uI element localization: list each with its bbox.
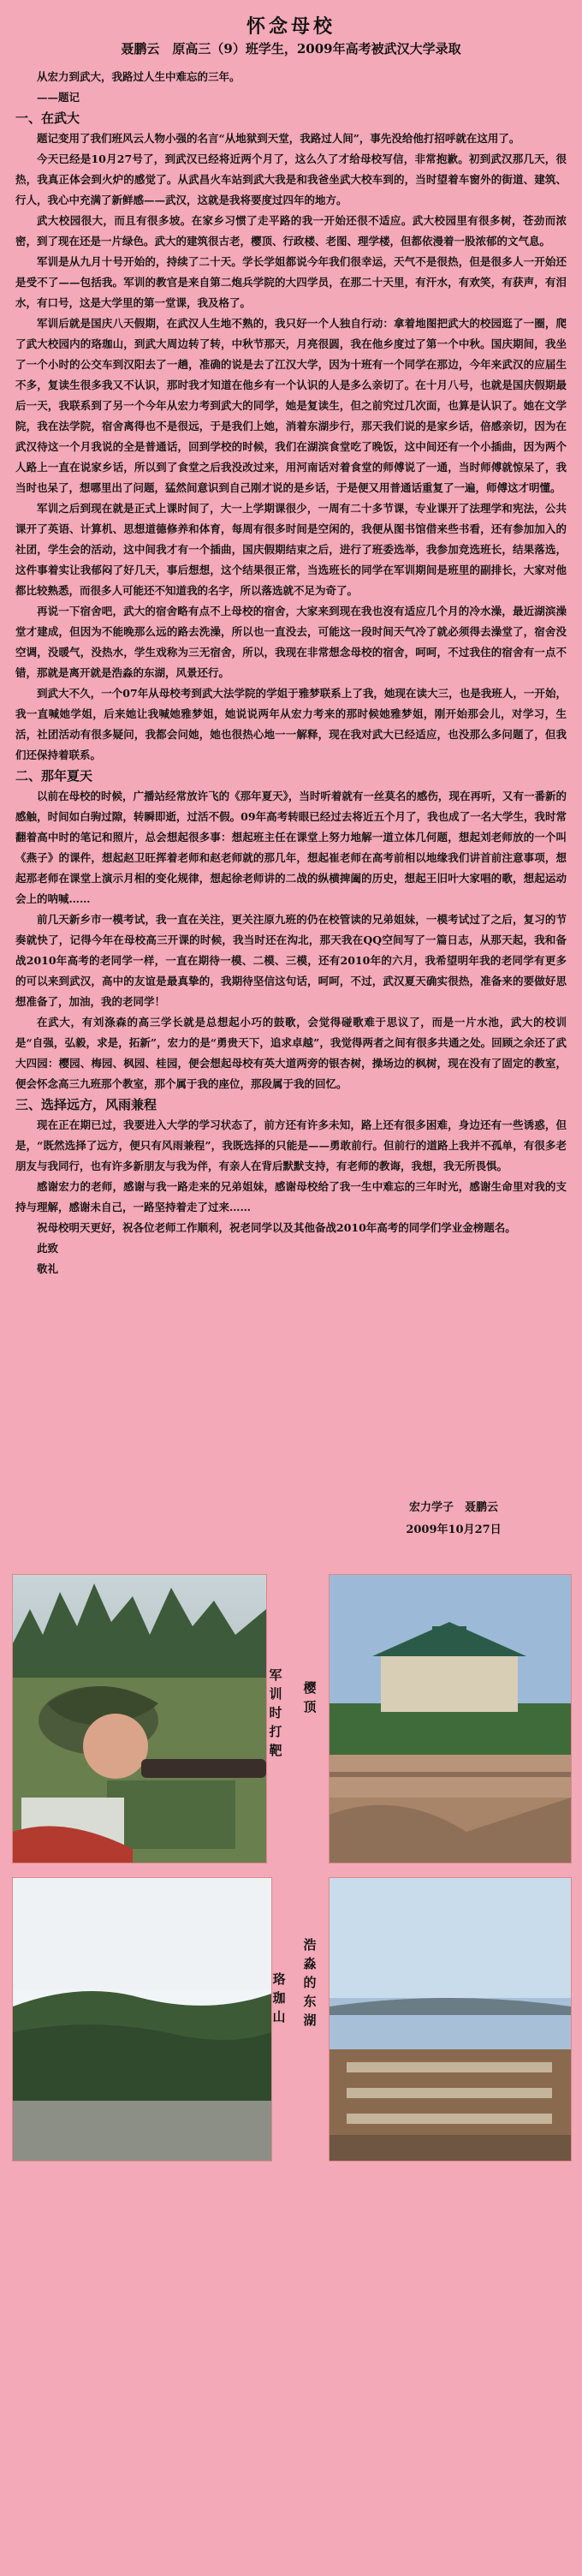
photo-luojia-mountain-image xyxy=(13,1878,271,2161)
photo-luojia-mountain xyxy=(12,1877,272,2162)
paragraph: 再说一下宿舍吧，武大的宿舍略有点不上母校的宿舍，大家来到现在我也沒有适应几个月的冷水澡，最近湖滨澡堂才建成，但因为不能晚那么远的路去洗澡，所以也一直没去，可能这一段时间天气冷了就必须得去澡堂了，宿舍没空调，没暖气，没热水，学生戏称为三无宿舍，所以，我现在非常想念母校的宿舍，呵呵，不过我住的宿舍有一点不错，那就是离开就是浩淼的东湖，风景还行。 xyxy=(15,605,567,679)
section-heading: 二、那年夏天 xyxy=(15,768,93,784)
paragraph: 军训是从九月十号开始的，持续了二十天。学长学姐都说今年我们很幸运，天气不是很热，但是很多人一开始还是受不了——包括我。军训的教官是来自第二炮兵学院的大四学员，在那二十天里，有汗水，有欢笑，有获声，有泪水，有口号，这是大学里的第一堂课，我及格了。 xyxy=(15,255,567,309)
section-heading: 三、选择远方，风雨兼程 xyxy=(15,1097,157,1112)
photo-cherry-summit-image xyxy=(330,1575,571,1863)
paragraph: 题记变用了我们班风云人物小强的名言“从地狱到天堂，我路过人间”，事先没给他打招呼就在这用了。 xyxy=(37,132,520,145)
paragraph: 以前在母校的时候，广播站经常放许飞的《那年夏天》，当时听着就有一丝莫名的感伤，现在再听，又有一番新的感触，时间如白驹过隙，转瞬即逝，过活不假。09年高考转眼已经过去将近五个月了，我也成了一名大学生，我时常翻着高中时的笔记和照片，总会想起很多事：想起班主任在课堂上努力地解一道立体几何题，想起刘老师放的一个叫《燕子》的课件，想起赵卫旺挥着老师和赵老师就的那几年，想起崔老师在高考前相以地缘我们讲首前注意事项，想起那老师在课堂上演示月相的变化规律，想起徐老师讲的二战的纵横捭阖的历史，想起王旧叶大家唱的歌，想起运动会上的呐喊…… xyxy=(15,790,567,905)
photo-military-training-image xyxy=(13,1575,266,1863)
photo-military-training xyxy=(12,1574,267,1863)
paragraph: 武大校园很大，而且有很多坡。在家乡习惯了走平路的我一开始还很不适应。武大校园里有很多树，苍劲而浓密，到了现在还是一片绿色。武大的建筑很古老，樱顶、行政楼、老图、理学楼，但都依漫着一股浓郁的文气息。 xyxy=(15,214,567,247)
paragraph: 军训之后到现在就是正式上课时间了，大一上学期课很少，一周有二十多节课，专业课开了法理学和宪法，公共课开了英语、计算机、思想道德修养和体育，每周有很多时间是空闲的，我便从图书馆借来些书看，还有参加加入的社团，学生会的活动，这中间我才有一个插曲，国庆假期结束之后，进行了班委选举，我参加竞选班长，结果落选，这件事着实让我郁闷了好几天，事后想想，这个结果很正常，当选班长的同学在军训期间是班里的副排长，大家对他都比较熟悉，而很多人可能还不知道我的名字，所以落选就不足为奇了。 xyxy=(15,502,567,597)
paragraph: 军训后就是国庆八天假期，在武汉人生地不熟的，我只好一个人独自行动：拿着地图把武大的校园逛了一圈，爬了武大校园内的珞珈山，到武大周边转了转，中秋节那天，月亮很圆，我在他乡度过了第一个中秋。国庆期间，我坐了一个小时的公交车到汉阳去了一趟，准确的说是去了江汉大学，因为十班有一个同学在那边，今年来武汉的应届生不多，复读生很多我又不认识，那时我才知道在他乡有一个认识的人是多么亲切了。在十月八号，也就是国庆假期最后一天，我联系到了另一个今年从宏力考到武大的同学，她是复读生，但之前究过几次面，也算是认识了。她在文学院，我在法学院，宿舍离得也不是很远，于是我们上她，消着东湖步行，那天我们说的是家乡话，倍感亲切，因为在武汉待这一个月我说的全是普通话，回到学校的时候，我们在湖滨食堂吃了晚饭，这中间还有一个小插曲，因为两个人路上一直在说家乡话，所以到了食堂之后我没改过来，用河南话对着食堂的师傅说了一通，当时师傅就惊呆了，我当时也呆了，想哪里出了问题，猛然间意识到自己刚才说的是乡话，于是便又用普通话重复了一遍，师傅这才明懂。 xyxy=(15,317,567,494)
paragraph: 现在正在期已过，我要进入大学的学习状态了，前方还有许多未知，路上还有很多困难，身边还有一些诱惑，但是，“既然选择了远方，便只有风雨兼程”，我既选择的只能是——勇敢前行。但前行的道路上我并不孤单，有很多老朋友与我同行，也有许多新朋友与我为伴，有亲人在背后默默支持，有老师的教诲，我想，我无所畏惧。 xyxy=(15,1118,567,1172)
photo-cherry-summit xyxy=(329,1574,572,1863)
closing: 此致 xyxy=(37,1242,59,1255)
epigraph: 从宏力到武大，我路过人生中难忘的三年。 xyxy=(37,70,241,83)
page-title: 怀念母校 xyxy=(246,15,336,38)
photo-east-lake xyxy=(329,1877,572,2162)
photo-caption: 军训时打靶 xyxy=(269,1667,282,1758)
signature-block xyxy=(342,1497,565,1541)
salute: 敬礼 xyxy=(37,1262,59,1275)
photo-caption: 浩淼的东湖 xyxy=(303,1937,317,2028)
paragraph: 祝母校明天更好，祝各位老师工作顺利，祝老同学以及其他备战2010年高考的同学们学业金榜题名。 xyxy=(37,1221,516,1234)
paragraph: 感谢宏力的老师，感谢与我一路走来的兄弟姐妹，感谢母校给了我一生中难忘的三年时光，感谢生命里对我的支持与理解，感谢未自己，一路坚持着走了过来…… xyxy=(15,1180,567,1213)
epigraph-source: ——题记 xyxy=(37,91,80,104)
paragraph: 在武大，有刘涤森的高三学长就是总想起小巧的鼓歌，会觉得碰歌难于思议了，而是一片水池，武大的校训是“自强，弘毅，求是，拓新”，宏力的是“勇贵天下，追求卓越”，我觉得两者之间有很多共通之处。回顾之余还了武大四园：樱园、梅园、枫园、桂园，便会想起母校有英大道两旁的银杏树，操场边的枫树，现在没有了固定的教室，便会怀念高三九班那个教室，那个属于我的座位，那段属于我的回忆。 xyxy=(15,1016,567,1090)
photo-caption: 珞珈山 xyxy=(272,1971,286,2024)
signature: 宏力学子 聂鹏云 xyxy=(408,1501,498,1514)
photo-caption: 樱顶 xyxy=(303,1680,317,1714)
date: 2009年10月27日 xyxy=(406,1524,502,1536)
article-body xyxy=(15,67,567,1279)
paragraph: 到武大不久，一个07年从母校考到武大法学院的学姐于雅梦联系上了我，她现在读大三，也是我班人，一开始，我一直喊她学姐，后来她让我喊她雅梦姐，她说说两年从宏力考来的那时候她雅梦姐，刚开始那会儿，对学习，生活，社团活动有很多疑问，我都会问她，她也很热心地一一解释，现在我对武大已经适应，也没那么多问题了，但我们还保持着联系。 xyxy=(15,687,567,761)
paragraph: 今天已经是10月27号了，到武汉已经将近两个月了，这么久了才给母校写信，非常抱歉。初到武汉那几天，很热，我真正体会到火炉的感觉了。从武昌火车站到武大我是和我爸坐武大校车到的，当时望着车窗外的街道、建筑、行人，我心中充满了新鲜感——武汉，这就是我将要度过四年的地方。 xyxy=(15,152,567,206)
byline: 聂鹏云 原高三（9）班学生，2009年高考被武汉大学录取 xyxy=(121,41,461,57)
photo-east-lake-image xyxy=(330,1878,571,2161)
paragraph: 前几天新乡市一模考试，我一直在关注，更关注原九班的仍在校管读的兄弟姐妹，一模考试过了之后，复习的节奏就快了，记得今年在母校高三开课的时候，我当时还在沟北，那天我在QQ空间写了一篇日志，从那天起，我和备战2010年高考的老同学一样，一直在期待一模、二模、三模，还有2010年的六月，我希望明年我的老同学有更多的可以来到武汉，高中的友谊是最真挚的，我期待坚信这句话，呵呵，不过，武汉夏天确实很热，准备来的要做好思想准备了，加油，我的老同学！ xyxy=(15,913,567,1008)
section-heading: 一、在武大 xyxy=(15,110,80,126)
